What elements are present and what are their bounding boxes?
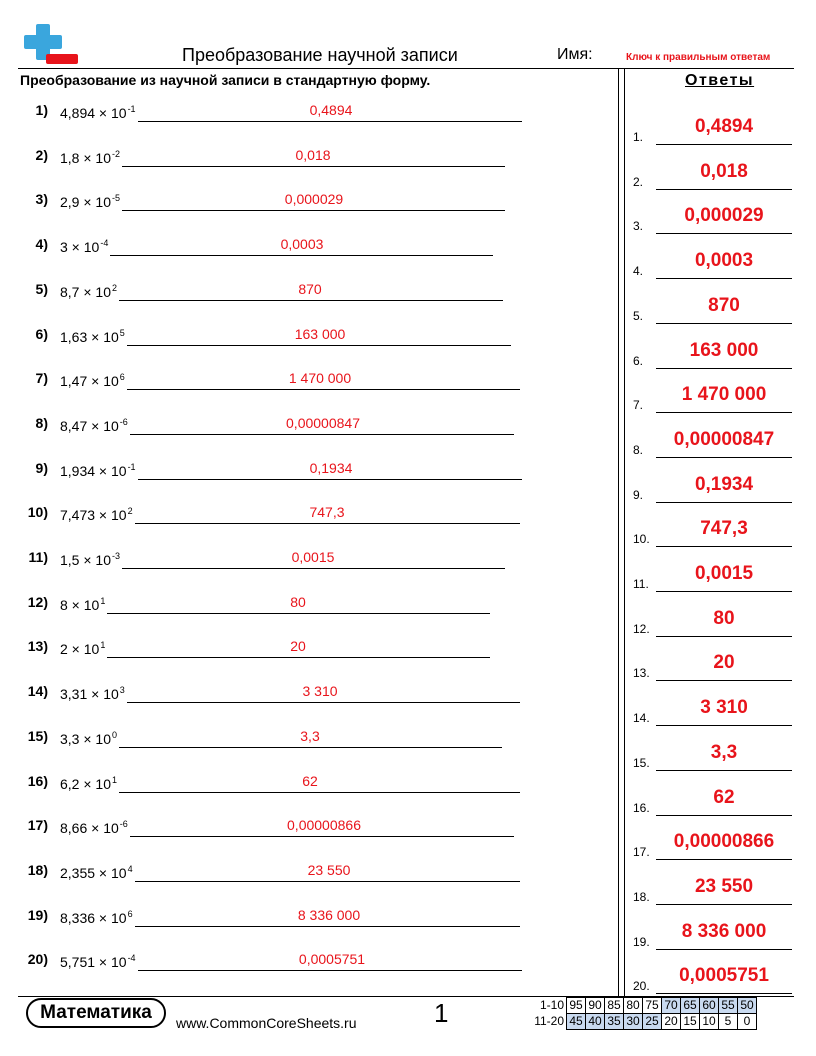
answer-column-divider xyxy=(618,68,619,996)
answer-key-number: 4. xyxy=(633,264,644,279)
answer-key-number: 11. xyxy=(633,577,649,591)
problem-exponent: 2 xyxy=(127,506,133,517)
problem-expression xyxy=(60,417,128,434)
answer-blank-line xyxy=(138,479,522,480)
problem-expression xyxy=(60,864,133,881)
score-cell: 65 xyxy=(681,998,700,1014)
answer-key-number: 20. xyxy=(633,979,650,994)
answer-key-number: 14. xyxy=(633,711,650,726)
answer-blank-line xyxy=(135,523,520,524)
problem-exponent: -1 xyxy=(127,461,136,472)
problem-mantissa: 2,9 × 10 xyxy=(60,194,111,211)
answer-key-line xyxy=(656,412,792,413)
problem-expression xyxy=(60,551,120,568)
answer-key-value: 20 xyxy=(713,652,735,674)
problem-mantissa: 7,473 × 10 xyxy=(60,507,127,524)
problem-number: 10) xyxy=(27,504,48,521)
answer-key-value: 0,1934 xyxy=(694,473,754,495)
answer-key-row xyxy=(630,602,800,642)
score-cell: 75 xyxy=(643,998,662,1014)
score-cell: 25 xyxy=(643,1014,662,1030)
problem-answer: 0,00000847 xyxy=(286,414,360,431)
score-cell: 40 xyxy=(586,1014,605,1030)
answer-key-row xyxy=(630,781,800,821)
problem-answer: 870 xyxy=(298,280,322,297)
problem-answer: 80 xyxy=(290,593,306,610)
problem-exponent: 3 xyxy=(119,685,125,696)
answer-key-row xyxy=(630,646,800,686)
problem-answer: 747,3 xyxy=(309,504,345,521)
problem-mantissa: 3 × 10 xyxy=(60,239,100,256)
problem-expression xyxy=(60,640,105,657)
page-title: Преобразование научной записи xyxy=(182,45,458,65)
problem-answer: 1 470 000 xyxy=(288,370,352,387)
answer-key-value: 0,000029 xyxy=(684,205,764,227)
problem-exponent: 1 xyxy=(112,774,118,785)
answer-blank-line xyxy=(122,568,505,569)
problem-number: 7) xyxy=(35,370,48,387)
problem-expression xyxy=(60,730,117,747)
answer-key-line xyxy=(656,859,792,860)
answer-blank-line xyxy=(110,255,493,256)
problem-exponent: 6 xyxy=(127,908,133,919)
answer-key-row xyxy=(630,915,800,955)
site-url: www.CommonCoreSheets.ru xyxy=(176,1015,357,1031)
problem-number: 20) xyxy=(27,951,48,968)
problem-expression xyxy=(60,283,117,300)
problem-number: 14) xyxy=(27,683,48,700)
answer-key-value: 8 336 000 xyxy=(681,920,767,942)
problem-answer: 163 000 xyxy=(294,325,346,342)
answer-blank-line xyxy=(122,210,505,211)
score-row xyxy=(528,1014,757,1030)
answer-key-line xyxy=(656,323,792,324)
answer-key-value: 0,0005751 xyxy=(679,965,769,987)
problem-exponent: -6 xyxy=(119,819,128,830)
answer-key-row xyxy=(630,468,800,508)
score-cell: 55 xyxy=(719,998,738,1014)
problem-row xyxy=(0,281,600,321)
answer-key-line xyxy=(656,457,792,458)
answer-blank-line xyxy=(119,747,502,748)
problem-expression xyxy=(60,909,133,926)
problem-expression xyxy=(60,506,133,523)
answer-key-line xyxy=(656,546,792,547)
problem-expression xyxy=(60,596,105,613)
answer-key-number: 13. xyxy=(633,666,650,681)
problem-expression xyxy=(60,775,117,792)
answer-key-line xyxy=(656,904,792,905)
problem-row xyxy=(0,147,600,187)
answer-key-row xyxy=(630,691,800,731)
problem-row xyxy=(0,638,600,678)
problem-expression xyxy=(60,104,136,121)
problem-answer: 23 550 xyxy=(307,861,351,878)
problem-row xyxy=(0,951,600,991)
problem-mantissa: 8,7 × 10 xyxy=(60,283,111,300)
problem-exponent: -3 xyxy=(112,551,121,561)
answer-blank-line xyxy=(119,792,520,793)
problem-exponent: 5 xyxy=(119,327,125,338)
problem-exponent: 2 xyxy=(112,282,118,293)
score-cell: 0 xyxy=(738,1014,757,1030)
answer-key-value: 163 000 xyxy=(689,339,759,361)
problem-exponent: -2 xyxy=(112,148,121,159)
problem-number: 9) xyxy=(35,459,48,476)
answer-key-number: 2. xyxy=(633,174,644,189)
problem-row xyxy=(0,817,600,857)
answer-key-line xyxy=(656,591,792,592)
answer-key-number: 8. xyxy=(633,442,644,457)
problem-exponent: 1 xyxy=(100,640,106,651)
problem-row xyxy=(0,236,600,276)
answer-key-value: 3 310 xyxy=(700,697,748,719)
problem-expression xyxy=(60,953,136,970)
problem-number: 13) xyxy=(27,638,48,655)
score-row-label: 1-10 xyxy=(539,998,564,1012)
score-cell: 95 xyxy=(567,998,586,1014)
score-cell: 60 xyxy=(700,998,719,1014)
score-cell: 10 xyxy=(700,1014,719,1030)
problem-expression xyxy=(60,328,125,345)
problem-number: 4) xyxy=(35,236,48,253)
answer-key-line xyxy=(656,144,792,145)
problem-answer: 3,3 xyxy=(300,727,320,744)
problem-mantissa: 1,8 × 10 xyxy=(60,149,111,166)
problem-number: 1) xyxy=(35,102,48,118)
answer-key-value: 23 550 xyxy=(694,875,754,897)
problem-expression xyxy=(60,819,128,836)
answer-key-row xyxy=(630,557,800,597)
problem-number: 6) xyxy=(35,325,48,342)
answer-key-number: 9. xyxy=(633,487,644,502)
problem-answer: 3 310 xyxy=(302,683,338,700)
problem-number: 19) xyxy=(27,906,48,923)
problem-number: 11) xyxy=(28,549,48,565)
answer-key-row xyxy=(630,155,800,195)
score-cell: 80 xyxy=(624,998,643,1014)
problem-mantissa: 2,355 × 10 xyxy=(60,864,127,881)
answer-key-value: 0,00000866 xyxy=(673,831,775,853)
answer-key-number: 12. xyxy=(633,621,650,636)
answer-key-number: 7. xyxy=(633,398,644,413)
answer-key-line xyxy=(656,636,792,637)
answer-key-line xyxy=(656,815,792,816)
problem-row xyxy=(0,594,600,634)
problem-number: 8) xyxy=(35,414,48,431)
answer-key-row xyxy=(630,110,800,150)
answer-key-number: 5. xyxy=(633,308,644,323)
answer-key-number: 19. xyxy=(633,934,650,949)
problem-expression xyxy=(60,149,120,166)
answer-key-value: 0,00000847 xyxy=(673,428,775,450)
answer-key-line xyxy=(656,949,792,950)
score-row xyxy=(528,998,757,1014)
answer-key-line xyxy=(656,993,792,994)
score-row-label: 11-20 xyxy=(534,1014,564,1028)
problem-answer: 62 xyxy=(302,772,318,789)
answer-blank-line xyxy=(107,657,490,658)
answer-key-line xyxy=(656,680,792,681)
problem-expression xyxy=(60,372,125,389)
problem-answer: 20 xyxy=(290,638,306,655)
problem-number: 15) xyxy=(27,727,48,744)
problem-mantissa: 2 × 10 xyxy=(60,641,100,658)
answer-key-line xyxy=(656,725,792,726)
answer-key-line xyxy=(656,278,792,279)
answer-key-number: 1. xyxy=(633,130,644,144)
answer-key-line xyxy=(656,502,792,503)
problem-row xyxy=(0,415,600,455)
answer-key-value: 747,3 xyxy=(700,518,748,540)
problem-row xyxy=(0,683,600,723)
answer-key-row xyxy=(630,423,800,463)
problem-mantissa: 8,47 × 10 xyxy=(60,417,119,434)
answer-key-value: 80 xyxy=(713,607,735,629)
problem-number: 12) xyxy=(27,593,48,610)
answer-key-label: Ключ к правильным ответам xyxy=(626,52,771,63)
problem-exponent: -4 xyxy=(127,953,136,964)
answer-key-row xyxy=(630,959,800,999)
answer-key-row xyxy=(630,244,800,284)
problem-mantissa: 8 × 10 xyxy=(60,596,100,613)
problem-row xyxy=(0,862,600,902)
answer-blank-line xyxy=(138,121,522,122)
problem-mantissa: 1,5 × 10 xyxy=(60,552,111,568)
answer-blank-line xyxy=(119,300,503,301)
score-cell: 35 xyxy=(605,1014,624,1030)
answer-key-value: 0,018 xyxy=(700,160,748,182)
problem-mantissa: 1,47 × 10 xyxy=(60,373,119,390)
problem-answer: 0,4894 xyxy=(309,102,353,118)
answer-key-line xyxy=(656,770,792,771)
answer-key-row xyxy=(630,736,800,776)
page-number: 1 xyxy=(434,998,449,1028)
problem-answer: 0,0005751 xyxy=(298,951,366,968)
answer-blank-line xyxy=(135,881,520,882)
answer-key-number: 6. xyxy=(633,353,644,368)
problem-row xyxy=(0,549,600,589)
problem-row xyxy=(0,102,600,142)
problem-exponent: -4 xyxy=(100,238,109,249)
answer-key-number: 17. xyxy=(633,845,650,860)
answer-blank-line xyxy=(138,970,522,971)
answer-key-value: 0,0015 xyxy=(694,563,754,584)
answer-blank-line xyxy=(127,389,520,390)
problem-exponent: -5 xyxy=(112,193,121,204)
answer-blank-line xyxy=(130,836,514,837)
answer-key-value: 3,3 xyxy=(710,741,738,763)
problem-exponent: 0 xyxy=(112,729,118,740)
problem-mantissa: 5,751 × 10 xyxy=(60,954,127,971)
problem-mantissa: 8,66 × 10 xyxy=(60,820,119,837)
answer-key-value: 62 xyxy=(713,786,735,808)
answer-key-number: 15. xyxy=(633,755,650,770)
score-cell: 90 xyxy=(586,998,605,1014)
problem-exponent: -1 xyxy=(127,104,136,114)
answer-blank-line xyxy=(130,434,514,435)
problem-row xyxy=(0,460,600,500)
problem-number: 16) xyxy=(27,772,48,789)
answer-key-row xyxy=(630,378,800,418)
problem-exponent: 4 xyxy=(127,863,133,874)
problem-row xyxy=(0,191,600,231)
answer-key-value: 0,4894 xyxy=(694,116,754,137)
problem-exponent: 1 xyxy=(100,595,106,606)
problem-mantissa: 1,63 × 10 xyxy=(60,328,119,345)
answer-key-row xyxy=(630,289,800,329)
answer-blank-line xyxy=(127,345,511,346)
problem-answer: 0,00000866 xyxy=(287,817,361,834)
problem-answer: 0,0015 xyxy=(291,549,335,565)
answer-key-row xyxy=(630,199,800,239)
answer-key-row xyxy=(630,512,800,552)
score-cell: 30 xyxy=(624,1014,643,1030)
answer-column-divider xyxy=(624,68,625,996)
problem-mantissa: 3,31 × 10 xyxy=(60,686,119,703)
score-cell: 45 xyxy=(567,1014,586,1030)
problem-number: 2) xyxy=(35,146,48,163)
problem-row xyxy=(0,907,600,947)
problem-row xyxy=(0,370,600,410)
answer-key-line xyxy=(656,189,792,190)
problem-answer: 0,1934 xyxy=(309,459,353,476)
name-label: Имя: xyxy=(557,46,593,63)
problem-mantissa: 8,336 × 10 xyxy=(60,909,127,926)
problem-expression xyxy=(60,193,120,210)
problem-row xyxy=(0,504,600,544)
answer-blank-line xyxy=(122,166,505,167)
problem-mantissa: 1,934 × 10 xyxy=(60,462,127,479)
answer-key-row xyxy=(630,334,800,374)
problem-answer: 8 336 000 xyxy=(297,906,361,923)
answer-blank-line xyxy=(135,926,520,927)
problem-number: 5) xyxy=(35,280,48,297)
problem-exponent: 6 xyxy=(119,372,125,383)
problem-answer: 0,000029 xyxy=(284,191,344,208)
problem-number: 3) xyxy=(35,191,48,208)
answer-key-value: 870 xyxy=(708,294,740,316)
problem-number: 18) xyxy=(27,861,48,878)
problem-exponent: -6 xyxy=(119,416,128,427)
score-table xyxy=(528,997,757,1030)
answer-key-row xyxy=(630,825,800,865)
problem-answer: 0,018 xyxy=(295,146,331,163)
answer-blank-line xyxy=(127,702,520,703)
problem-mantissa: 4,894 × 10 xyxy=(60,105,127,121)
answer-key-row xyxy=(630,870,800,910)
score-cell: 15 xyxy=(681,1014,700,1030)
problem-expression xyxy=(60,238,108,255)
answer-key-value: 0,0003 xyxy=(694,250,754,272)
answer-key-number: 18. xyxy=(633,889,650,904)
answer-key-line xyxy=(656,368,792,369)
problem-row xyxy=(0,773,600,813)
answer-key-number: 16. xyxy=(633,800,650,815)
problem-mantissa: 3,3 × 10 xyxy=(60,730,111,747)
score-cell: 50 xyxy=(738,998,757,1014)
answer-key-number: 3. xyxy=(633,219,644,234)
problem-mantissa: 6,2 × 10 xyxy=(60,775,111,792)
logo-icon xyxy=(22,24,80,66)
problem-expression xyxy=(60,462,136,479)
header-divider xyxy=(18,68,794,69)
score-cell: 20 xyxy=(662,1014,681,1030)
problem-expression xyxy=(60,685,125,702)
answers-heading: Ответы xyxy=(685,72,755,89)
problem-answer: 0,0003 xyxy=(280,236,324,253)
answer-key-line xyxy=(656,233,792,234)
answer-key-value: 1 470 000 xyxy=(681,384,767,406)
instructions: Преобразование из научной записи в стандартную форму. xyxy=(20,72,431,88)
brand-badge: Математика xyxy=(26,998,166,1028)
problem-number: 17) xyxy=(27,817,48,834)
score-cell: 85 xyxy=(605,998,624,1014)
score-cell: 5 xyxy=(719,1014,738,1030)
score-cell: 70 xyxy=(662,998,681,1014)
problem-row xyxy=(0,728,600,768)
problem-row xyxy=(0,326,600,366)
answer-blank-line xyxy=(107,613,490,614)
answer-key-number: 10. xyxy=(633,532,650,547)
